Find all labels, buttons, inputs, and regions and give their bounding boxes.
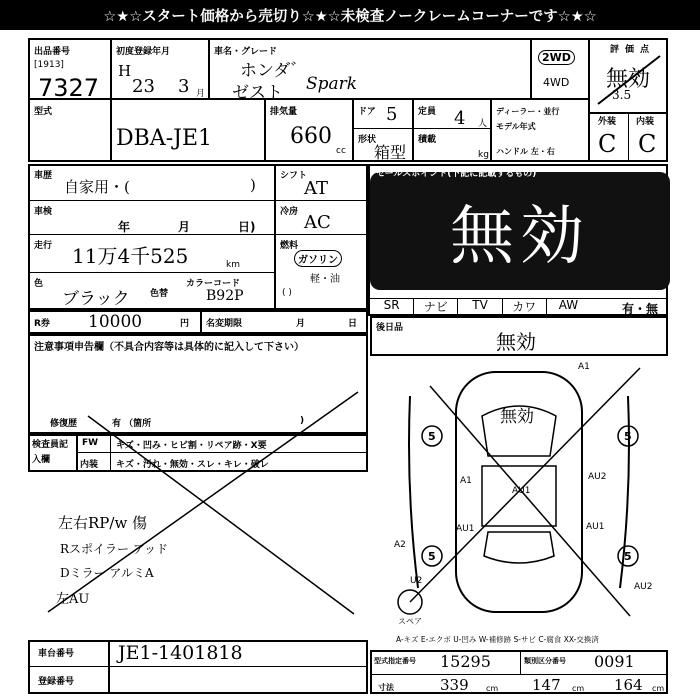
mileage-value: 11万4千525 xyxy=(72,244,189,268)
shape: 箱型 xyxy=(374,143,407,162)
dmg-au1-right: AU1 xyxy=(586,522,605,532)
reg-month: 3 xyxy=(178,76,190,97)
usage-label: 車歴 xyxy=(34,171,53,181)
equip-tv: TV xyxy=(458,298,502,316)
doors: 5 xyxy=(386,104,398,125)
model-type-label: 型式 xyxy=(34,107,53,117)
tire-rr: 5 xyxy=(624,550,632,563)
sales-void-stamp: 無効 xyxy=(370,172,670,290)
model-year-label: モデル年式 xyxy=(496,122,536,131)
inspection-day: 日) xyxy=(238,220,256,234)
ac-label: 冷房 xyxy=(280,207,299,217)
hand-note-3: Dミラー アルミA xyxy=(60,566,154,580)
dealer-label: ディーラー・並行 xyxy=(496,107,560,116)
exterior-label: 外装 xyxy=(598,117,617,127)
warranty-label: 型式指定番号 xyxy=(374,657,416,665)
fw-label: FW xyxy=(82,438,99,448)
hand-note-2: Rスポイラー アッド xyxy=(60,542,169,556)
interior-label: 内装 xyxy=(636,117,655,127)
height-unit: cm xyxy=(652,684,665,693)
car-name-label: 車名・グレード xyxy=(214,47,278,57)
fw-text: キズ・凹み・ヒビ割・リペア跡・X要 xyxy=(116,441,267,451)
length-value: 339 xyxy=(440,676,469,694)
width-unit: cm xyxy=(572,684,585,693)
equip-navi: ナビ xyxy=(414,298,458,316)
kg-unit: kg xyxy=(478,150,489,160)
name-change-label: 名変期限 xyxy=(206,319,243,329)
repair-value: 有 （箇所 xyxy=(112,419,152,429)
repair-label: 修復歴 xyxy=(50,419,78,429)
rating-label: 評価点 xyxy=(610,45,656,55)
name-change-day: 日 xyxy=(348,319,358,329)
equip-sr: SR xyxy=(370,298,414,316)
ac-value: AC xyxy=(304,212,331,233)
hand-note-4: 左AU xyxy=(56,592,90,607)
interior-grade: C xyxy=(638,130,657,158)
top-banner: ☆★☆スタート価格から売切り☆★☆未検査ノークレームコーナーです☆★☆ xyxy=(0,0,700,30)
recycle-box xyxy=(28,310,368,334)
rating-note: 3.5 xyxy=(612,88,632,102)
usage-value: 自家用・( xyxy=(64,178,130,196)
dmg-au1-center: AU1 xyxy=(512,486,531,496)
fuel-paren: ( ) xyxy=(282,288,292,298)
lot-number: 7327 xyxy=(38,74,100,102)
car-name: ホンダ゛ xyxy=(240,61,308,81)
later-label: 後日品 xyxy=(376,323,404,333)
later-void: 無効 xyxy=(496,330,536,354)
interior-row-label: 内装 xyxy=(80,460,99,470)
capacity-unit: 人 xyxy=(478,119,488,129)
mileage-unit: km xyxy=(226,260,240,270)
tire-fl: 5 xyxy=(428,430,436,443)
yen-unit: 円 xyxy=(180,319,190,329)
category-value: 0091 xyxy=(594,652,635,671)
lot-prefix: [1913] xyxy=(34,60,64,70)
mileage-label: 走行 xyxy=(34,241,53,251)
spare-label: スペア xyxy=(398,617,422,626)
color-code-label: カラーコード xyxy=(186,279,241,289)
notes-cross xyxy=(28,336,370,616)
load-label: 積載 xyxy=(418,135,437,145)
notes-title: 注意事項申告欄（不具合内容等は具体的に記入して下さい） xyxy=(34,342,304,353)
rating-void: 無効 xyxy=(606,67,651,92)
inspector-label: 検査員記入欄 xyxy=(32,440,69,465)
reg-year: 23 xyxy=(132,76,155,97)
recycle-value: 10000 xyxy=(88,312,143,332)
cc-unit: cc xyxy=(336,146,346,156)
capacity: 4 xyxy=(454,108,466,129)
name-change-month: 月 xyxy=(296,319,306,329)
fuel-gasoline: ガソリン xyxy=(294,250,342,267)
shape-label: 形状 xyxy=(358,135,377,145)
interior-text: キズ・汚れ・無効・スレ・キレ・破レ xyxy=(116,460,269,470)
drive-4wd: 4WD xyxy=(543,76,570,89)
size-label: 寸法 xyxy=(378,683,394,692)
displacement-label: 排気量 xyxy=(270,107,298,117)
lot-label: 出品番号 xyxy=(34,47,71,57)
color-change-label: 色替 xyxy=(150,289,169,299)
reg-label: 登録番号 xyxy=(38,677,75,687)
month-unit: 月 xyxy=(196,89,206,99)
category-label: 類別区分番号 xyxy=(524,657,566,665)
first-reg-label: 初度登録年月 xyxy=(116,47,171,57)
equip-leather: カワ xyxy=(503,298,547,316)
tire-fr: 5 xyxy=(624,430,632,443)
grade: Spark xyxy=(306,74,358,94)
doors-label: ドア xyxy=(358,107,376,117)
hand-note-1: 左右RP/w 傷 xyxy=(58,514,148,532)
fuel-label: 燃料 xyxy=(280,241,299,251)
dmg-au1-left: AU1 xyxy=(456,524,475,534)
color-value: ブラック xyxy=(62,289,130,309)
inspection-year: 年 xyxy=(118,220,131,234)
length-unit: cm xyxy=(486,684,499,693)
inspection-month: 月 xyxy=(178,220,191,234)
dmg-u2: U2 xyxy=(410,576,423,586)
sales-title: セールスポイント(下記に記載するもの) xyxy=(376,169,537,179)
dmg-au2-bottom: AU2 xyxy=(634,582,653,592)
drive-2wd: 2WD xyxy=(538,50,575,65)
damage-legend: A-キズ E-エクボ U-凹み W-補修跡 S-サビ C-腐食 XX-交換済 xyxy=(396,635,599,644)
capacity-label: 定員 xyxy=(418,107,437,117)
handle-label: ハンドル 左・右 xyxy=(496,147,555,156)
tire-rl: 5 xyxy=(428,550,436,563)
dmg-a2: A2 xyxy=(394,540,406,550)
diagram-void: 無効 xyxy=(500,407,534,427)
equip-aw: AW xyxy=(558,298,579,312)
model-name: ゼスト xyxy=(232,83,283,103)
equipment-row xyxy=(370,298,590,316)
exterior-grade: C xyxy=(598,130,617,158)
height-value: 164 xyxy=(614,676,643,694)
dmg-au2-right: AU2 xyxy=(588,472,607,482)
chassis-value: JE1-1401818 xyxy=(118,642,243,664)
yes-no: 有・無 xyxy=(622,302,659,316)
dmg-a1-top: A1 xyxy=(578,362,590,372)
era: H xyxy=(118,62,132,80)
color-code: B92P xyxy=(206,288,244,304)
displacement: 660 xyxy=(290,124,332,149)
repair-close: ) xyxy=(300,416,305,426)
chassis-label: 車台番号 xyxy=(38,649,75,659)
fuel-diesel: 軽・油 xyxy=(310,274,340,285)
model-type: DBA-JE1 xyxy=(116,126,213,151)
color-label: 色 xyxy=(34,279,44,289)
shift-value: AT xyxy=(304,178,329,199)
shift-label: シフト xyxy=(280,171,308,181)
rating-cross xyxy=(590,52,666,110)
recycle-label: R券 xyxy=(34,319,50,329)
usage-close: ) xyxy=(250,176,256,194)
inspection-label: 車検 xyxy=(34,207,53,217)
warranty-value: 15295 xyxy=(440,652,491,671)
width-value: 147 xyxy=(532,676,561,694)
dmg-a1-left: A1 xyxy=(460,476,472,486)
